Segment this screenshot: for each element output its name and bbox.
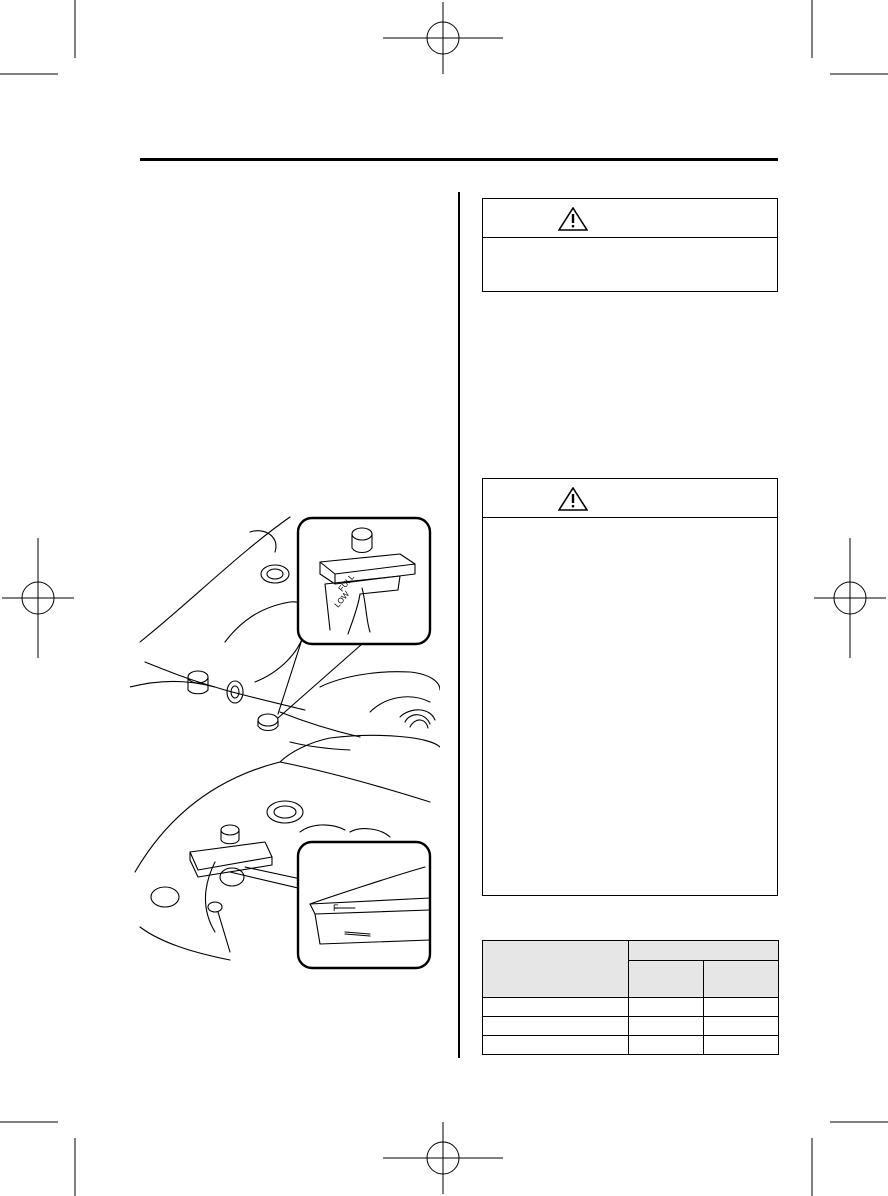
table-subheader-b (704, 961, 779, 998)
table-cell (629, 998, 704, 1017)
warning-triangle-icon (558, 207, 588, 231)
table-cell (629, 1017, 704, 1036)
table-row (483, 1017, 779, 1036)
table-row (483, 998, 779, 1017)
table-cell (704, 1036, 779, 1055)
table-cell (483, 998, 629, 1017)
table-header-group (629, 941, 779, 961)
caution-box-2 (482, 478, 778, 896)
warning-triangle-icon (558, 487, 588, 511)
caution-box-2-header (483, 479, 777, 518)
table-cell (704, 998, 779, 1017)
table-row (483, 1036, 779, 1055)
table-header-item (483, 941, 629, 998)
registration-target-right (814, 538, 886, 658)
column-divider (458, 192, 460, 1058)
table-cell (704, 1017, 779, 1036)
table-subheader-a (629, 961, 704, 998)
header-rule (140, 158, 778, 161)
registration-target-top (383, 2, 503, 74)
registration-target-left (2, 538, 74, 658)
table-cell (483, 1017, 629, 1036)
engine-bay-illustration (130, 512, 440, 972)
full-mark-label: FULL (336, 572, 357, 594)
low-mark-label: LOW (332, 589, 352, 610)
caution-box-1-header (483, 199, 777, 238)
f-mark-label: F (333, 903, 339, 913)
caution-box-1 (482, 198, 778, 292)
table-cell (483, 1036, 629, 1055)
fluid-spec-table (482, 940, 779, 1055)
registration-target-bottom (383, 1122, 503, 1194)
table-cell (629, 1036, 704, 1055)
